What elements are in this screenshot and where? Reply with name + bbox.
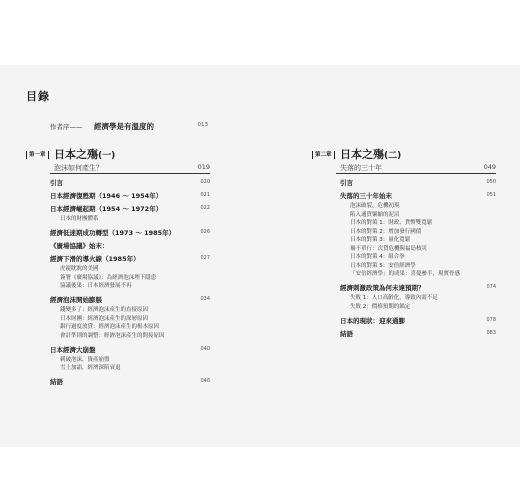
- chapter-1-header: [26, 148, 210, 176]
- toc-section-entry[interactable]: [50, 345, 210, 355]
- toc-entry-label: 銀行過度放貸：經濟泡沫產生的根本原因: [60, 324, 160, 330]
- toc-entry-label: 失落的三十年始末: [340, 192, 392, 200]
- chapter-2-number: (二): [384, 151, 402, 161]
- chapter-2-subtitle: 失落的三十年: [340, 164, 382, 172]
- toc-entry-label: 錢變多了：經濟泡沫產生的直接原因: [60, 307, 149, 313]
- toc-entry-label: 日本的現狀：迎來通膨: [340, 316, 405, 325]
- toc-subsection-entry[interactable]: [60, 214, 210, 224]
- toc-entry-label: 禍不單行：次貸危機與福島核災: [350, 245, 428, 252]
- toc-entry-label: 失敗 2：價格預期的錨定: [350, 303, 411, 310]
- toc-entry-page: 051: [486, 192, 496, 198]
- toc-entry-label: 協議後果：日本經濟發展不再: [60, 283, 132, 289]
- toc-entry-page: 040: [200, 345, 210, 352]
- toc-entry-label: 日本財團：經濟泡沫產生的深層原因: [60, 315, 149, 322]
- toc-entry-label: 日本經濟復甦期（1946 ～ 1954年）: [50, 192, 163, 200]
- toc-entry-label: 日本的財團體系: [60, 216, 99, 222]
- toc-entry-label: 刺破泡沫，資產崩盤: [60, 356, 110, 363]
- toc-entry-label: 結語: [340, 329, 353, 338]
- chapter-1-rule: [50, 173, 210, 174]
- toc-section-entry[interactable]: [50, 191, 210, 201]
- toc-entry-label: 經濟低迷期成功轉型（1973 ～ 1985年）: [50, 229, 176, 237]
- chapter-2-page: 049: [483, 163, 496, 171]
- chapter-2-title-text: 日本之殤: [340, 148, 384, 161]
- toc-title: 目錄: [26, 90, 50, 103]
- toc-entry-page: 021: [200, 192, 210, 198]
- chapter-1-page: 019: [197, 163, 210, 171]
- toc-entry-page: 034: [200, 296, 210, 302]
- toc-entry-label: 日本經濟崛起期（1954 ～ 1972年）: [50, 205, 163, 213]
- chapter-2-header: [312, 148, 496, 176]
- chapter-2-badge: 第二章: [312, 151, 335, 159]
- chapter-2-title: [340, 146, 401, 162]
- toc-section-entry[interactable]: [340, 316, 496, 326]
- toc-section-entry[interactable]: [50, 254, 210, 264]
- preface-entry: [50, 121, 208, 133]
- toc-entry-page: 046: [200, 378, 210, 384]
- toc-entry-label: 簽署《廣場協議》：為經濟泡沫埋下隱患: [60, 274, 157, 281]
- chapter-1-title: [54, 146, 115, 162]
- toc-entry-page: 050: [486, 179, 496, 185]
- toc-entry-page: 083: [486, 329, 496, 336]
- toc-section-entry[interactable]: [340, 178, 496, 188]
- chapter-1-badge: 第一章: [26, 151, 49, 159]
- toc-entry-label: 日本的對策 1：財政、貨幣雙寬鬆: [350, 220, 433, 226]
- toc-section-entry[interactable]: [340, 283, 496, 293]
- toc-entry-label: 雪上加霜，經濟深陷衰退: [60, 365, 121, 371]
- toc-subsection-entry[interactable]: [350, 269, 496, 279]
- toc-entry-label: 失敗 1：人口高齡化，導致內需不足: [350, 295, 438, 301]
- toc-section-entry[interactable]: [50, 204, 210, 214]
- toc-section-entry[interactable]: [50, 241, 210, 251]
- toc-entry-page: 022: [200, 205, 210, 211]
- toc-section-entry[interactable]: [340, 191, 496, 201]
- chapter-1-title-text: 日本之殤: [54, 148, 98, 161]
- toc-entry-label: 經濟下滑的導火線（1985年）: [50, 255, 140, 263]
- preface-title: 經濟學是有溫度的: [94, 122, 154, 131]
- chapter-1-subtitle: 泡沫如何產生？: [54, 164, 103, 172]
- toc-section-entry[interactable]: [50, 178, 210, 188]
- toc-entry-label: 引言: [340, 179, 353, 187]
- toc-subsection-entry[interactable]: [60, 331, 210, 341]
- toc-section-entry[interactable]: [50, 377, 210, 387]
- toc-section-entry[interactable]: [50, 295, 210, 305]
- toc-entry-label: 日本的對策 2：增加發行國債: [350, 228, 422, 235]
- toc-entry-label: 陷入通貨緊縮的泥沼: [350, 211, 400, 218]
- chapter-1-number: (一): [98, 151, 116, 161]
- toc-entry-label: 經濟刺激政策為何未達預期？: [340, 284, 425, 292]
- toc-entry-label: 引言: [50, 179, 63, 187]
- toc-entry-label: 會計準則的調整：經濟泡沫產生的間接原因: [60, 332, 165, 339]
- toc-entry-label: 日本的對策 4：組合拳: [350, 254, 405, 260]
- toc-entry-label: 日本的對策 5：安倍經濟學: [350, 262, 416, 269]
- toc-entry-page: 020: [200, 179, 210, 185]
- toc-entry-page: 078: [486, 316, 496, 323]
- toc-section-entry[interactable]: [50, 228, 210, 238]
- preface-label: 作者序——: [50, 123, 83, 131]
- toc-entry-page: 027: [200, 255, 210, 261]
- chapter-2-rule: [336, 173, 496, 174]
- toc-entry-page: 074: [486, 284, 496, 290]
- toc-entry-page: 026: [200, 229, 210, 235]
- toc-entry-label: 泡沫破裂，危機初現: [350, 203, 400, 209]
- toc-entry-label: 經濟泡沫開始膨脹: [50, 296, 102, 304]
- toc-subsection-entry[interactable]: [60, 281, 210, 291]
- toc-section-entry[interactable]: [340, 329, 496, 339]
- toc-entry-label: 日本的對策 3：量化寬鬆: [350, 237, 411, 243]
- toc-entry-label: 日本經濟大崩盤: [50, 345, 96, 354]
- toc-entry-label: 結語: [50, 378, 63, 386]
- toc-entry-label: 「安倍經濟學」的成果：喜憂參半，現實骨感: [350, 271, 461, 277]
- toc-subsection-entry[interactable]: [60, 363, 210, 373]
- preface-page: 013: [197, 122, 208, 128]
- toc-entry-label: 《廣場協議》始末：: [50, 242, 109, 250]
- toc-subsection-entry[interactable]: [350, 302, 496, 312]
- toc-entry-label: 虎視眈眈的美國: [60, 266, 99, 272]
